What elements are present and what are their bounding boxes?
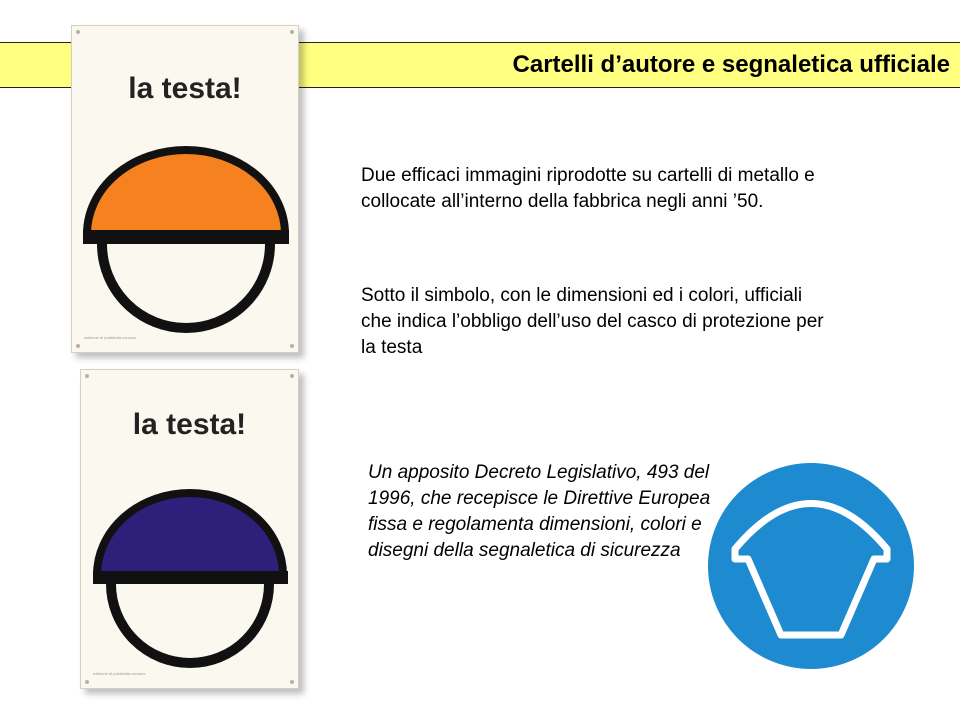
- slide-title: Cartelli d’autore e segnaletica ufficiale: [512, 51, 950, 78]
- poster-orange: [71, 25, 299, 353]
- helmet-shape: [97, 493, 283, 575]
- head-outline: [111, 584, 269, 663]
- poster-credit: edizione di pubblicità comune: [84, 335, 137, 340]
- helmet-shape: [87, 150, 285, 234]
- intro-paragraph: Due efficaci immagini riprodotte su cartelli di metallo e collocate all’interno della fabbrica negli anni ’50.: [361, 165, 815, 212]
- helmet-mandatory-sign-icon: [708, 463, 914, 669]
- poster-credit: edizione di pubblicità comune: [93, 671, 146, 676]
- decree-paragraph: Un apposito Decreto Legislativo, 493 del 1996, che recepisce le Direttive Europea fissa e regolamenta dimensioni, colori e disegni della segnaletica di sicurezza: [368, 462, 711, 561]
- helmet-brim: [93, 571, 288, 584]
- poster-headline: la testa!: [128, 72, 242, 105]
- poster-headline: la testa!: [132, 408, 247, 441]
- poster-blue: [80, 369, 299, 689]
- symbol-paragraph: Sotto il simbolo, con le dimensioni ed i colori, ufficiali che indica l’obbligo dell’uso del casco di protezione per la testa: [361, 285, 824, 358]
- head-symbol-icon: [81, 370, 300, 690]
- head-outline: [102, 244, 270, 328]
- head-symbol-icon: [72, 26, 300, 354]
- helmet-brim: [83, 230, 289, 244]
